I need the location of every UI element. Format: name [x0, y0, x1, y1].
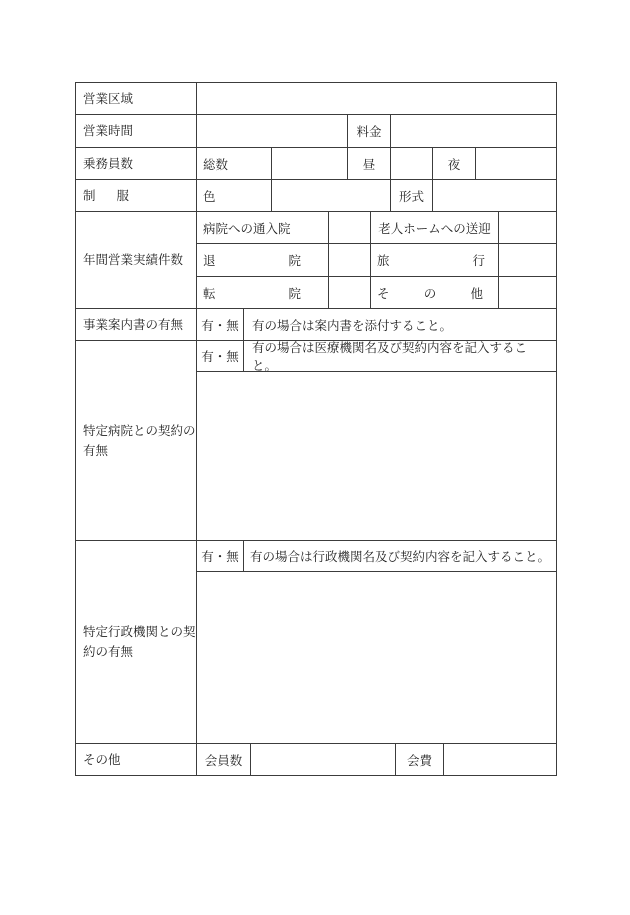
agency-contract-detail-cell: [197, 572, 556, 743]
agency-contract-choice-row: [197, 541, 556, 572]
business-area-label: 営業区域: [76, 83, 197, 114]
discharge-label: 退院: [197, 244, 329, 276]
crew-total-label: 総数: [197, 148, 272, 179]
annual-results-row-transfer: [197, 277, 556, 308]
hospital-contract-label: 特定病院との契約の有無: [76, 341, 197, 540]
members-count-value-cell: [251, 744, 396, 775]
hospital-visits-label: 病院への通入院: [197, 212, 329, 243]
row-uniform: [76, 180, 556, 212]
annual-results-row-hospital: [197, 212, 556, 244]
transfer-label: 転院: [197, 277, 329, 308]
other-label: その他: [76, 744, 197, 775]
travel-label: 旅行: [371, 244, 499, 276]
fee-label: 料金: [348, 115, 391, 147]
other-results-value-cell: [499, 277, 556, 308]
crew-day-label: 昼: [348, 148, 391, 179]
row-agency-contract: [76, 541, 556, 744]
crew-count-label: 乗務員数: [76, 148, 197, 179]
annual-results-grid: [197, 212, 556, 308]
uniform-color-label: 色: [197, 180, 272, 211]
fee-value-cell: [391, 115, 556, 147]
agency-contract-label: 特定行政機関との契約の有無: [76, 541, 197, 743]
guide-document-label: 事業案内書の有無: [76, 309, 197, 340]
crew-night-value-cell: [476, 148, 556, 179]
hospital-contract-choice: 有・無: [197, 341, 244, 371]
annual-results-label: 年間営業実績件数: [76, 212, 197, 308]
row-business-area: [76, 83, 556, 115]
business-hours-label: 営業時間: [76, 115, 197, 147]
membership-fee-label: 会費: [396, 744, 444, 775]
row-hospital-contract: [76, 341, 556, 541]
nursing-home-value-cell: [499, 212, 556, 243]
nursing-home-label: 老人ホームへの送迎: [371, 212, 499, 243]
agency-contract-grid: [197, 541, 556, 743]
crew-night-label: 夜: [433, 148, 476, 179]
membership-fee-value-cell: [444, 744, 556, 775]
agency-contract-note: 有の場合は行政機関名及び契約内容を記入すること。: [249, 549, 550, 564]
discharge-value-cell: [329, 244, 371, 276]
hospital-contract-detail-cell: [197, 372, 556, 540]
hospital-contract-choice-row: [197, 341, 556, 372]
business-hours-value-cell: [197, 115, 348, 147]
hospital-contract-note: 有の場合は医療機関名及び契約内容を記入すること。: [252, 341, 528, 371]
crew-total-value-cell: [272, 148, 348, 179]
row-guide-document: [76, 309, 556, 341]
row-annual-results: [76, 212, 556, 309]
crew-day-value-cell: [391, 148, 433, 179]
transfer-value-cell: [329, 277, 371, 308]
row-other: [76, 744, 556, 775]
hospital-visits-value-cell: [329, 212, 371, 243]
application-form-table: [75, 82, 557, 776]
uniform-style-value-cell: [433, 180, 556, 211]
row-business-hours: [76, 115, 556, 148]
hospital-contract-grid: [197, 341, 556, 540]
row-crew-count: [76, 148, 556, 180]
business-area-value-cell: [197, 83, 556, 114]
other-results-label: その他: [371, 277, 499, 308]
uniform-color-value-cell: [272, 180, 391, 211]
uniform-style-label: 形式: [391, 180, 433, 211]
guide-choice: 有・無: [197, 309, 244, 340]
members-count-label: 会員数: [197, 744, 251, 775]
agency-contract-choice: 有・無: [197, 541, 244, 571]
guide-note: 有の場合は案内書を添付すること。: [252, 317, 453, 333]
travel-value-cell: [499, 244, 556, 276]
annual-results-row-discharge: [197, 244, 556, 277]
uniform-label: 制服: [76, 180, 197, 211]
